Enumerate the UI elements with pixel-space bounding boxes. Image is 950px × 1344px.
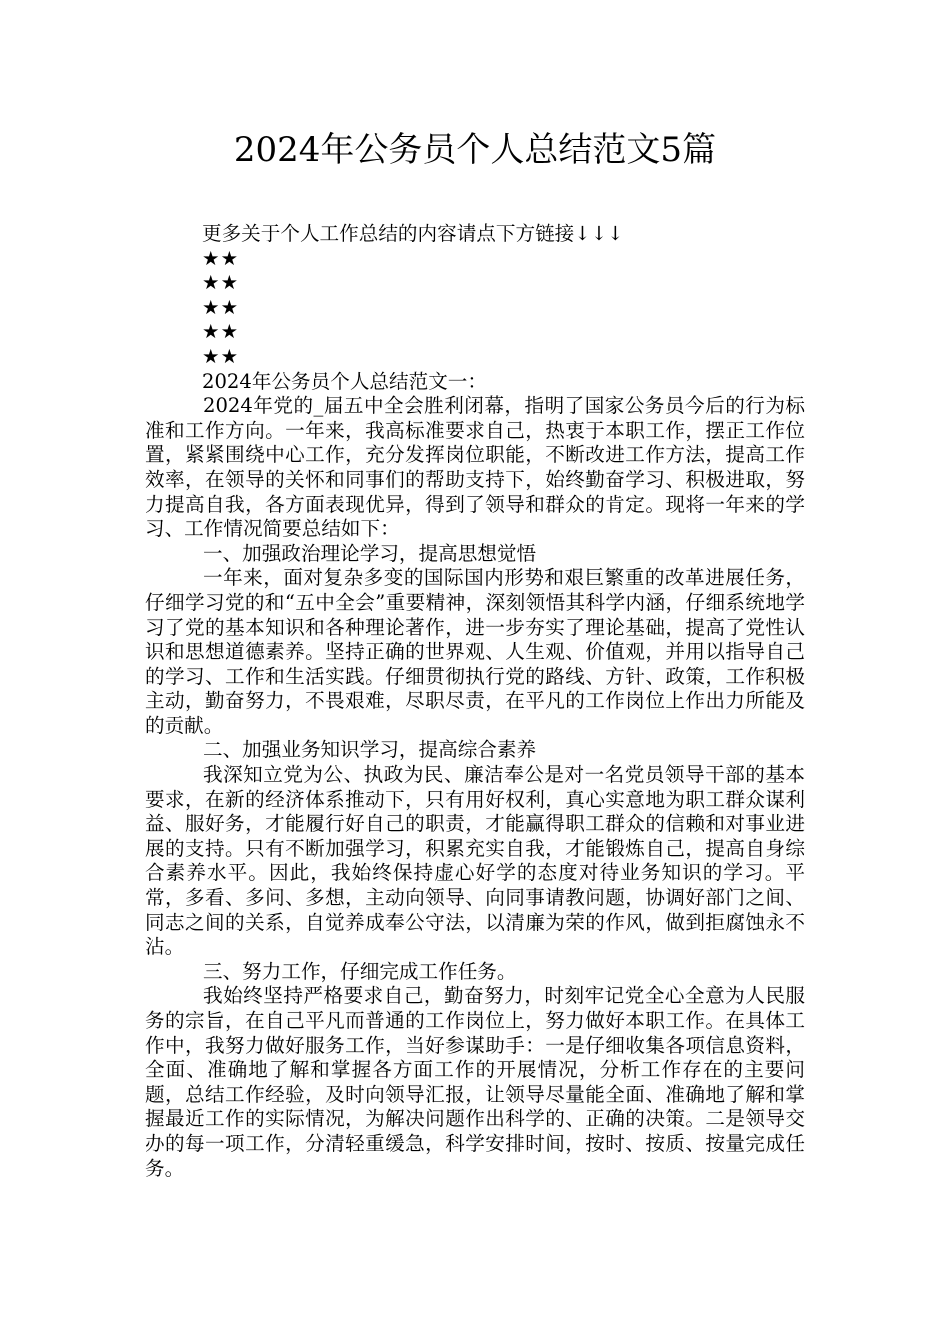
- paragraph-intro: 2024年党的_届五中全会胜利闭幕，指明了国家公务员今后的行为标准和工作方向。一年来，我高标准要求自己，热衷于本职工作，摆正工作位置，紧紧围绕中心工作，充分发挥岗位职能，不断改进工作方法，提高工作效率，在领导的关怀和同事们的帮助支持下，始终勤奋学习、积极进取，努力提高自我，各方面表现优异，得到了领导和群众的肯定。现将一年来的学习、工作情况简要总结如下：: [145, 394, 805, 541]
- star-rating-4: ★★: [202, 320, 240, 344]
- paragraph-work-tasks: 我始终坚持严格要求自己，勤奋努力，时刻牢记党全心全意为人民服务的宗旨，在自己平凡而普通的工作岗位上，努力做好本职工作。在具体工作中，我努力做好服务工作，当好参谋助手：一是仔细收集各项信息资料，全面、准确地了解和掌握各方面工作的开展情况，分析工作存在的主要问题，总结工作经验，及时向领导汇报，让领导尽量能全面、准确地了解和掌握最近工作的实际情况，为解决问题作出科学的、正确的决策。二是领导交办的每一项工作，分清轻重缓急，科学安排时间，按时、按质、按量完成任务。: [145, 984, 805, 1180]
- document-title: 2024年公务员个人总结范文5篇: [233, 130, 717, 170]
- heading-work-tasks: 三、努力工作，仔细完成工作任务。: [203, 959, 517, 983]
- star-rating-2: ★★: [202, 271, 240, 295]
- paragraph-political-study: 一年来，面对复杂多变的国际国内形势和艰巨繁重的改革进展任务，仔细学习党的和“五中全会”重要精神，深刻领悟其科学内涵，仔细系统地学习了党的基本知识和各种理论著作，进一步夯实了理论基础，提高了党性认识和思想道德素养。坚持正确的世界观、人生观、价值观，并用以指导自己的学习、工作和生活实践。仔细贯彻执行党的路线、方针、政策，工作积极主动，勤奋努力，不畏艰难，尽职尽责，在平凡的工作岗位上作出力所能及的贡献。: [145, 566, 805, 737]
- star-rating-3: ★★: [202, 295, 240, 319]
- heading-business-study: 二、加强业务知识学习，提高综合素养: [203, 738, 537, 762]
- heading-political-study: 一、加强政治理论学习，提高思想觉悟: [203, 541, 537, 565]
- star-rating-1: ★★: [202, 246, 240, 270]
- paragraph-business-study: 我深知立党为公、执政为民、廉洁奉公是对一名党员领导干部的基本要求，在新的经济体系推动下，只有用好权利，真心实意地为职工群众谋利益、服好务，才能履行好自己的职责，才能赢得职工群众的信赖和对事业进展的支持。只有不断加强学习，积累充实自我，才能锻炼自己，提高自身综合素养水平。因此，我始终保持虚心好学的态度对待业务知识的学习。平常，多看、多问、多想，主动向领导、向同事请教问题，协调好部门之间、同志之间的关系，自觉养成奉公守法，以清廉为荣的作风，做到拒腐蚀永不沾。: [145, 763, 805, 959]
- document-body: [145, 222, 805, 1181]
- section-title: 2024年公务员个人总结范文一：: [202, 369, 487, 393]
- star-rating-5: ★★: [202, 344, 240, 368]
- link-prompt: 更多关于个人工作总结的内容请点下方链接↓↓↓: [202, 222, 624, 245]
